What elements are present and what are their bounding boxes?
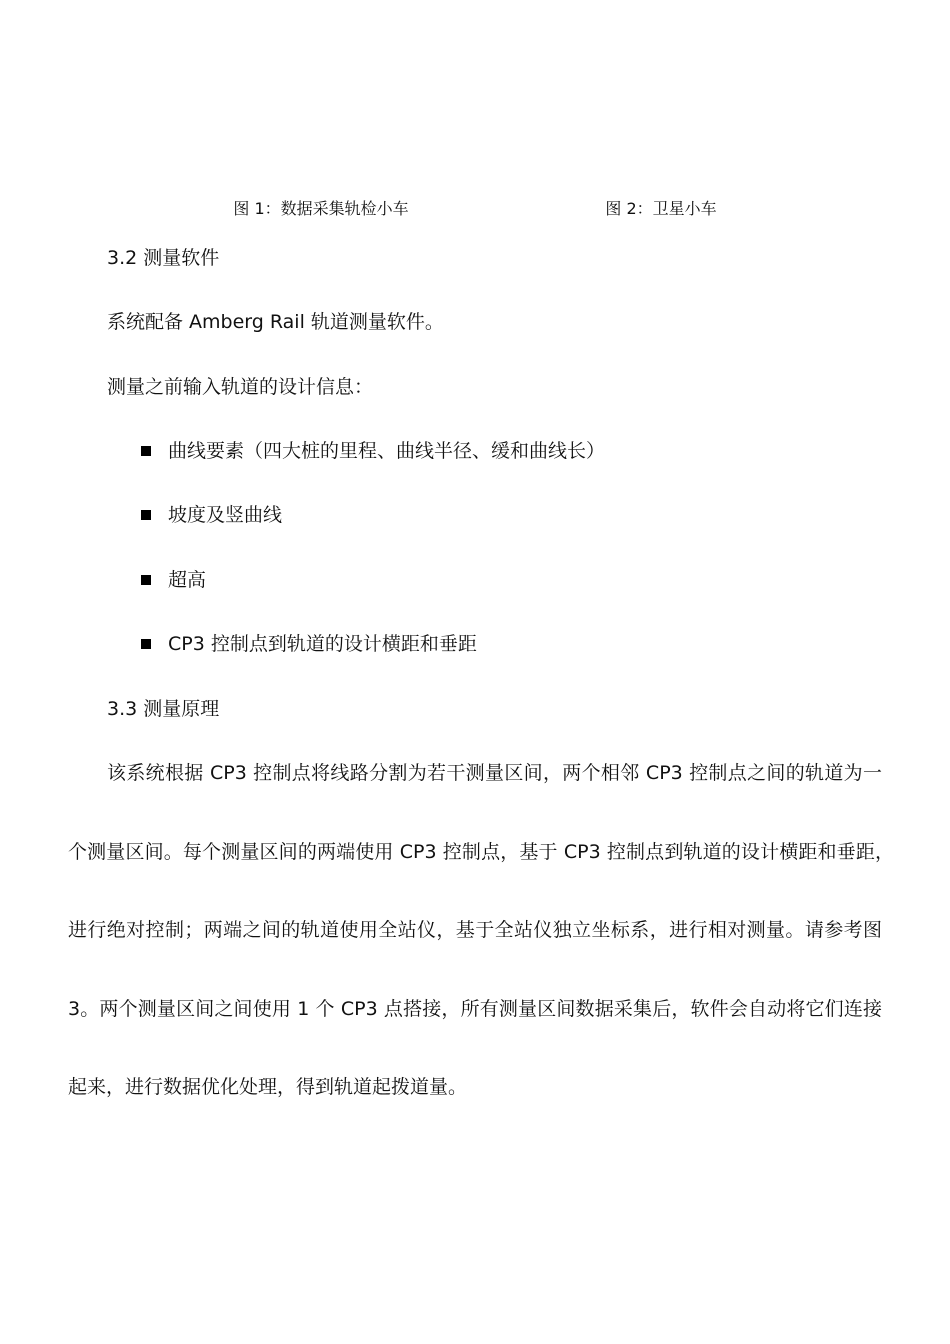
section-3-3-heading: 3.3 测量原理 <box>107 698 220 720</box>
figure-1-caption: 图 1：数据采集轨检小车 <box>233 199 409 218</box>
square-bullet-icon <box>141 639 151 649</box>
square-bullet-icon <box>141 446 151 456</box>
list-item-text: CP3 控制点到轨道的设计横距和垂距 <box>168 633 477 655</box>
paragraph-line: 起来，进行数据优化处理，得到轨道起拨道量。 <box>68 1076 468 1098</box>
paragraph-line: 3。两个测量区间之间使用 1 个 CP3 点搭接，所有测量区间数据采集后，软件会自动将它们连接 <box>68 998 882 1020</box>
list-item-text: 坡度及竖曲线 <box>168 504 283 526</box>
paragraph-line: 个测量区间。每个测量区间的两端使用 CP3 控制点，基于 CP3 控制点到轨道的设计横距和垂距， <box>68 841 894 863</box>
design-info-intro-paragraph: 测量之前输入轨道的设计信息： <box>107 376 374 398</box>
square-bullet-icon <box>141 575 151 585</box>
square-bullet-icon <box>141 510 151 520</box>
list-item-text: 超高 <box>168 569 207 591</box>
paragraph-line: 该系统根据 CP3 控制点将线路分割为若干测量区间，两个相邻 CP3 控制点之间的轨道为一 <box>107 762 882 784</box>
software-paragraph: 系统配备 Amberg Rail 轨道测量软件。 <box>107 311 444 333</box>
paragraph-line: 进行绝对控制；两端之间的轨道使用全站仪，基于全站仪独立坐标系，进行相对测量。请参考图 <box>68 919 882 941</box>
figure-2-caption: 图 2：卫星小车 <box>605 199 717 218</box>
section-3-2-heading: 3.2 测量软件 <box>107 247 220 269</box>
list-item-text: 曲线要素（四大桩的里程、曲线半径、缓和曲线长） <box>168 440 606 462</box>
